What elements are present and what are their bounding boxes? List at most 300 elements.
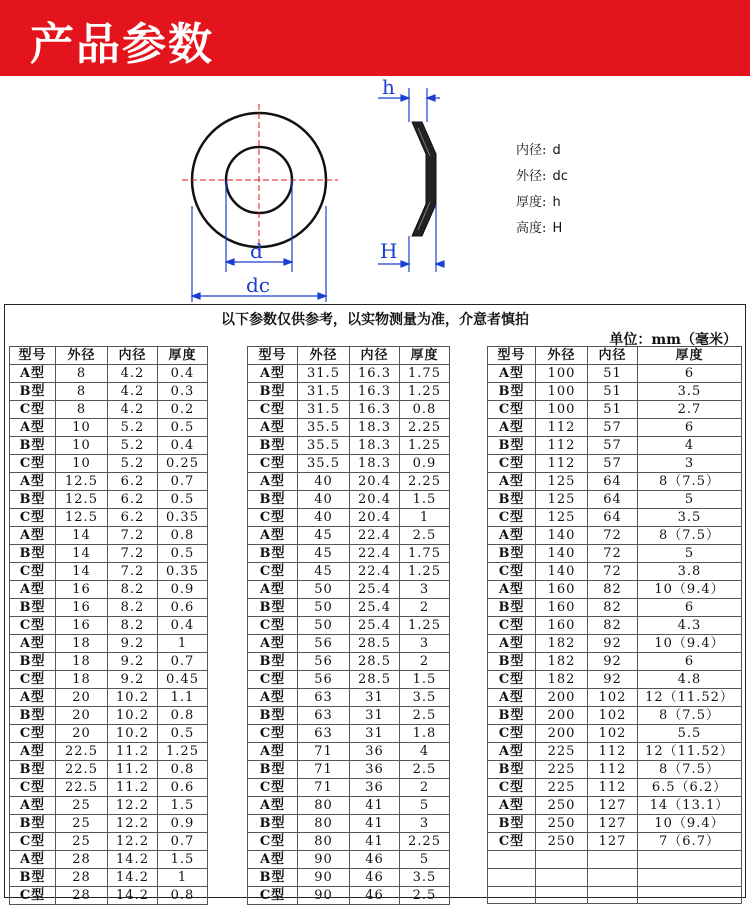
column-header: 型号 (248, 347, 298, 365)
inner-diameter-cell: 72 (588, 545, 638, 563)
type-cell: A型 (488, 581, 536, 599)
thickness-cell: 10（9.4） (638, 581, 742, 599)
inner-diameter-cell: 22.4 (350, 527, 400, 545)
table-row (10, 455, 208, 473)
outer-diameter-cell: 63 (298, 725, 350, 743)
column-header: 内径 (350, 347, 400, 365)
outer-diameter-cell: 22.5 (56, 761, 108, 779)
outer-diameter-cell: 28 (56, 869, 108, 887)
inner-diameter-cell: 82 (588, 599, 638, 617)
outer-diameter-cell: 16 (56, 599, 108, 617)
type-cell: A型 (10, 635, 56, 653)
inner-diameter-cell: 8.2 (108, 599, 158, 617)
inner-diameter-cell (588, 886, 638, 904)
thickness-cell: 3 (400, 581, 450, 599)
type-cell: C型 (488, 509, 536, 527)
table-row (10, 833, 208, 851)
type-cell: B型 (248, 491, 298, 509)
outer-diameter-cell: 16 (56, 617, 108, 635)
legend-row: 外径: dc (516, 169, 568, 184)
inner-diameter-cell: 25.4 (350, 617, 400, 635)
inner-diameter-cell: 46 (350, 869, 400, 887)
thickness-cell: 0.35 (158, 509, 208, 527)
type-cell: C型 (488, 617, 536, 635)
type-cell: A型 (10, 473, 56, 491)
table-row (488, 383, 742, 401)
type-cell: C型 (488, 779, 536, 797)
outer-diameter-cell: 56 (298, 635, 350, 653)
type-cell: C型 (10, 671, 56, 689)
type-cell: B型 (10, 815, 56, 833)
table-row (10, 743, 208, 761)
outer-diameter-cell: 16 (56, 581, 108, 599)
thickness-cell: 0.4 (158, 617, 208, 635)
column-header: 厚度 (638, 347, 742, 365)
type-cell: A型 (248, 635, 298, 653)
type-cell: B型 (488, 491, 536, 509)
outer-diameter-cell: 31.5 (298, 365, 350, 383)
thickness-cell: 8（7.5） (638, 761, 742, 779)
table-row (248, 401, 450, 419)
column-header: 外径 (56, 347, 108, 365)
spec-table-2 (247, 346, 450, 905)
thickness-cell: 0.45 (158, 671, 208, 689)
table-row (10, 653, 208, 671)
inner-diameter-cell: 51 (588, 365, 638, 383)
inner-diameter-cell: 16.3 (350, 365, 400, 383)
type-cell: B型 (248, 869, 298, 887)
thickness-cell: 3 (400, 815, 450, 833)
type-cell: A型 (248, 365, 298, 383)
type-cell: B型 (248, 383, 298, 401)
thickness-cell: 1.25 (400, 617, 450, 635)
type-cell: C型 (248, 725, 298, 743)
type-cell: C型 (248, 401, 298, 419)
type-cell: B型 (248, 437, 298, 455)
inner-diameter-cell: 82 (588, 581, 638, 599)
thickness-cell: 0.6 (158, 599, 208, 617)
inner-diameter-cell: 64 (588, 473, 638, 491)
thickness-cell: 7（6.7） (638, 833, 742, 851)
inner-diameter-cell: 5.2 (108, 437, 158, 455)
type-cell: C型 (10, 617, 56, 635)
outer-diameter-cell: 18 (56, 635, 108, 653)
inner-diameter-cell: 31 (350, 725, 400, 743)
outer-diameter-cell: 225 (536, 761, 588, 779)
column-header: 外径 (536, 347, 588, 365)
inner-diameter-cell: 20.4 (350, 473, 400, 491)
outer-diameter-cell: 12.5 (56, 509, 108, 527)
thickness-cell: 8（7.5） (638, 527, 742, 545)
thickness-cell: 4 (638, 437, 742, 455)
outer-diameter-cell (536, 886, 588, 904)
inner-diameter-cell: 46 (350, 851, 400, 869)
inner-diameter-cell: 51 (588, 401, 638, 419)
type-cell: B型 (10, 491, 56, 509)
type-cell: C型 (10, 779, 56, 797)
type-cell: C型 (10, 455, 56, 473)
type-cell: C型 (248, 617, 298, 635)
type-cell: A型 (248, 581, 298, 599)
table-row (248, 725, 450, 743)
thickness-cell: 8（7.5） (638, 473, 742, 491)
inner-diameter-cell: 12.2 (108, 833, 158, 851)
outer-diameter-cell: 10 (56, 455, 108, 473)
type-cell: A型 (488, 635, 536, 653)
outer-diameter-cell: 25 (56, 797, 108, 815)
table-row (248, 419, 450, 437)
table-row (248, 635, 450, 653)
washer-front-view (182, 104, 338, 258)
table-row (488, 779, 742, 797)
outer-diameter-cell: 71 (298, 779, 350, 797)
table-row (248, 779, 450, 797)
thickness-cell: 2.5 (400, 707, 450, 725)
type-cell: C型 (488, 455, 536, 473)
table-row (488, 455, 742, 473)
inner-diameter-cell: 20.4 (350, 509, 400, 527)
disclaimer-note: 以下参数仅供参考，以实物测量为准，介意者慎拍 (221, 312, 529, 328)
thickness-cell: 5.5 (638, 725, 742, 743)
table-row (488, 365, 742, 383)
inner-diameter-cell: 18.3 (350, 455, 400, 473)
thickness-cell: 0.7 (158, 833, 208, 851)
inner-diameter-cell (588, 868, 638, 886)
thickness-cell: 2.5 (400, 887, 450, 905)
inner-diameter-cell: 127 (588, 815, 638, 833)
thickness-cell: 6 (638, 419, 742, 437)
label-dc: dc (246, 273, 271, 297)
table-row (10, 599, 208, 617)
type-cell: C型 (248, 887, 298, 905)
outer-diameter-cell: 225 (536, 779, 588, 797)
inner-diameter-cell: 127 (588, 797, 638, 815)
inner-diameter-cell: 6.2 (108, 509, 158, 527)
outer-diameter-cell: 8 (56, 383, 108, 401)
outer-diameter-cell: 125 (536, 509, 588, 527)
outer-diameter-cell (536, 851, 588, 869)
type-cell: A型 (248, 797, 298, 815)
dimension-legend (516, 138, 568, 242)
legend-row: 内径: d (516, 143, 561, 158)
inner-diameter-cell: 72 (588, 527, 638, 545)
inner-diameter-cell: 112 (588, 779, 638, 797)
type-cell (488, 868, 536, 886)
outer-diameter-cell: 125 (536, 473, 588, 491)
inner-diameter-cell: 102 (588, 707, 638, 725)
inner-diameter-cell: 10.2 (108, 725, 158, 743)
inner-diameter-cell: 7.2 (108, 563, 158, 581)
table-row (248, 365, 450, 383)
thickness-cell: 0.8 (158, 707, 208, 725)
outer-diameter-cell: 80 (298, 815, 350, 833)
spec-table-box (4, 304, 746, 903)
thickness-cell: 12（11.52） (638, 743, 742, 761)
table-row (248, 455, 450, 473)
type-cell: C型 (248, 833, 298, 851)
type-cell: A型 (10, 851, 56, 869)
type-cell: A型 (248, 419, 298, 437)
table-row (248, 617, 450, 635)
type-cell: C型 (248, 455, 298, 473)
thickness-cell: 2 (400, 599, 450, 617)
label-d: d (250, 239, 263, 263)
table-row (10, 437, 208, 455)
thickness-cell: 2 (400, 779, 450, 797)
outer-diameter-cell: 225 (536, 743, 588, 761)
table-row (248, 545, 450, 563)
inner-diameter-cell: 41 (350, 833, 400, 851)
table-row (248, 851, 450, 869)
inner-diameter-cell: 12.2 (108, 797, 158, 815)
outer-diameter-cell: 140 (536, 563, 588, 581)
spec-table-3 (487, 346, 742, 904)
inner-diameter-cell: 7.2 (108, 527, 158, 545)
outer-diameter-cell: 100 (536, 383, 588, 401)
thickness-cell: 0.5 (158, 545, 208, 563)
outer-diameter-cell: 45 (298, 563, 350, 581)
type-cell: B型 (10, 599, 56, 617)
table-row (488, 437, 742, 455)
inner-diameter-cell: 57 (588, 437, 638, 455)
thickness-cell: 0.5 (158, 491, 208, 509)
thickness-cell: 0.8 (158, 527, 208, 545)
type-cell: A型 (248, 473, 298, 491)
type-cell: A型 (10, 689, 56, 707)
unit-label: 单位：mm（毫米） (609, 332, 737, 348)
type-cell: A型 (488, 797, 536, 815)
thickness-cell: 3.5 (400, 869, 450, 887)
thickness-cell: 3 (638, 455, 742, 473)
outer-diameter-cell: 100 (536, 365, 588, 383)
type-cell: C型 (488, 725, 536, 743)
table-row (10, 887, 208, 905)
inner-diameter-cell: 28.5 (350, 671, 400, 689)
type-cell: C型 (10, 887, 56, 905)
inner-diameter-cell: 18.3 (350, 419, 400, 437)
outer-diameter-cell: 35.5 (298, 437, 350, 455)
inner-diameter-cell: 25.4 (350, 581, 400, 599)
table-row (10, 365, 208, 383)
type-cell: A型 (248, 851, 298, 869)
table-row (488, 473, 742, 491)
outer-diameter-cell: 80 (298, 833, 350, 851)
thickness-cell: 0.6 (158, 779, 208, 797)
table-row (10, 473, 208, 491)
thickness-cell: 0.7 (158, 653, 208, 671)
thickness-cell: 2.5 (400, 527, 450, 545)
outer-diameter-cell: 182 (536, 671, 588, 689)
table-row (248, 761, 450, 779)
type-cell: C型 (248, 779, 298, 797)
type-cell: B型 (488, 599, 536, 617)
inner-diameter-cell: 64 (588, 491, 638, 509)
outer-diameter-cell: 28 (56, 887, 108, 905)
table-row (248, 797, 450, 815)
outer-diameter-cell: 45 (298, 545, 350, 563)
outer-diameter-cell: 71 (298, 761, 350, 779)
thickness-cell: 0.3 (158, 383, 208, 401)
type-cell: B型 (488, 761, 536, 779)
legend-row: 厚度: h (516, 195, 561, 210)
table-row (10, 815, 208, 833)
column-header: 型号 (488, 347, 536, 365)
type-cell: C型 (248, 509, 298, 527)
inner-diameter-cell: 92 (588, 671, 638, 689)
table-row (488, 635, 742, 653)
type-cell: B型 (488, 437, 536, 455)
inner-diameter-cell: 7.2 (108, 545, 158, 563)
thickness-cell: 6.5（6.2） (638, 779, 742, 797)
outer-diameter-cell: 8 (56, 401, 108, 419)
washer-side-view (412, 122, 436, 236)
table-row (248, 527, 450, 545)
type-cell: B型 (10, 437, 56, 455)
outer-diameter-cell: 100 (536, 401, 588, 419)
thickness-cell: 10（9.4） (638, 815, 742, 833)
thickness-cell: 0.7 (158, 473, 208, 491)
outer-diameter-cell: 63 (298, 689, 350, 707)
thickness-cell: 2.25 (400, 419, 450, 437)
type-cell: C型 (10, 725, 56, 743)
inner-diameter-cell: 92 (588, 653, 638, 671)
column-header: 厚度 (400, 347, 450, 365)
outer-diameter-cell: 25 (56, 833, 108, 851)
outer-diameter-cell: 250 (536, 797, 588, 815)
inner-diameter-cell: 127 (588, 833, 638, 851)
table-row (10, 491, 208, 509)
column-header: 厚度 (158, 347, 208, 365)
type-cell: A型 (248, 743, 298, 761)
thickness-cell: 0.25 (158, 455, 208, 473)
type-cell: B型 (10, 869, 56, 887)
table-row (488, 509, 742, 527)
thickness-cell: 0.35 (158, 563, 208, 581)
type-cell: B型 (248, 815, 298, 833)
table-row (488, 419, 742, 437)
thickness-cell: 0.8 (158, 761, 208, 779)
table-row (488, 886, 742, 904)
outer-diameter-cell: 90 (298, 851, 350, 869)
table-row (248, 833, 450, 851)
outer-diameter-cell: 112 (536, 419, 588, 437)
table-row (10, 617, 208, 635)
table-row (488, 401, 742, 419)
table-row (248, 383, 450, 401)
inner-diameter-cell (588, 851, 638, 869)
inner-diameter-cell: 8.2 (108, 617, 158, 635)
type-cell: B型 (248, 545, 298, 563)
inner-diameter-cell: 112 (588, 743, 638, 761)
table-row (488, 653, 742, 671)
inner-diameter-cell: 6.2 (108, 491, 158, 509)
type-cell: B型 (488, 383, 536, 401)
outer-diameter-cell: 12.5 (56, 491, 108, 509)
thickness-cell: 0.2 (158, 401, 208, 419)
table-row (248, 815, 450, 833)
table-row (10, 689, 208, 707)
table-row (10, 383, 208, 401)
thickness-cell: 2.7 (638, 401, 742, 419)
outer-diameter-cell: 35.5 (298, 455, 350, 473)
outer-diameter-cell: 18 (56, 653, 108, 671)
thickness-cell: 1.75 (400, 545, 450, 563)
type-cell: C型 (488, 833, 536, 851)
table-row (10, 635, 208, 653)
thickness-cell: 6 (638, 365, 742, 383)
table-row (248, 581, 450, 599)
table-row (10, 797, 208, 815)
thickness-cell: 0.4 (158, 437, 208, 455)
inner-diameter-cell: 9.2 (108, 671, 158, 689)
thickness-cell: 1.1 (158, 689, 208, 707)
thickness-cell: 5 (400, 797, 450, 815)
table-row (488, 599, 742, 617)
page-title: 产品参数 (30, 19, 214, 70)
inner-diameter-cell: 14.2 (108, 851, 158, 869)
inner-diameter-cell: 92 (588, 635, 638, 653)
thickness-cell: 2 (400, 653, 450, 671)
table-row (488, 797, 742, 815)
table-row (248, 689, 450, 707)
type-cell: A型 (488, 527, 536, 545)
thickness-cell: 0.8 (158, 887, 208, 905)
thickness-cell: 1.8 (400, 725, 450, 743)
table-row (10, 725, 208, 743)
outer-diameter-cell: 200 (536, 725, 588, 743)
inner-diameter-cell: 25.4 (350, 599, 400, 617)
table-row (488, 707, 742, 725)
type-cell: A型 (248, 689, 298, 707)
outer-diameter-cell: 200 (536, 707, 588, 725)
outer-diameter-cell: 10 (56, 419, 108, 437)
table-row (488, 833, 742, 851)
type-cell: C型 (488, 401, 536, 419)
table-row (488, 581, 742, 599)
thickness-cell: 1.25 (400, 437, 450, 455)
type-cell: C型 (248, 563, 298, 581)
inner-diameter-cell: 102 (588, 689, 638, 707)
outer-diameter-cell: 71 (298, 743, 350, 761)
inner-diameter-cell: 6.2 (108, 473, 158, 491)
inner-diameter-cell: 10.2 (108, 689, 158, 707)
outer-diameter-cell: 50 (298, 617, 350, 635)
inner-diameter-cell: 82 (588, 617, 638, 635)
table-row (488, 868, 742, 886)
type-cell: C型 (10, 509, 56, 527)
thickness-cell: 2.25 (400, 473, 450, 491)
type-cell: C型 (488, 671, 536, 689)
table-row (488, 851, 742, 869)
thickness-cell: 1.25 (158, 743, 208, 761)
inner-diameter-cell: 4.2 (108, 383, 158, 401)
washer-diagram (0, 76, 750, 304)
type-cell: B型 (488, 653, 536, 671)
outer-diameter-cell: 80 (298, 797, 350, 815)
thickness-cell: 1 (400, 509, 450, 527)
thickness-cell: 1.75 (400, 365, 450, 383)
inner-diameter-cell: 5.2 (108, 419, 158, 437)
thickness-cell: 0.9 (158, 581, 208, 599)
table-row (488, 743, 742, 761)
outer-diameter-cell: 40 (298, 491, 350, 509)
type-cell: B型 (10, 707, 56, 725)
thickness-cell: 4.8 (638, 671, 742, 689)
thickness-cell: 5 (400, 851, 450, 869)
table-row (10, 707, 208, 725)
column-header: 内径 (108, 347, 158, 365)
table-row (248, 671, 450, 689)
